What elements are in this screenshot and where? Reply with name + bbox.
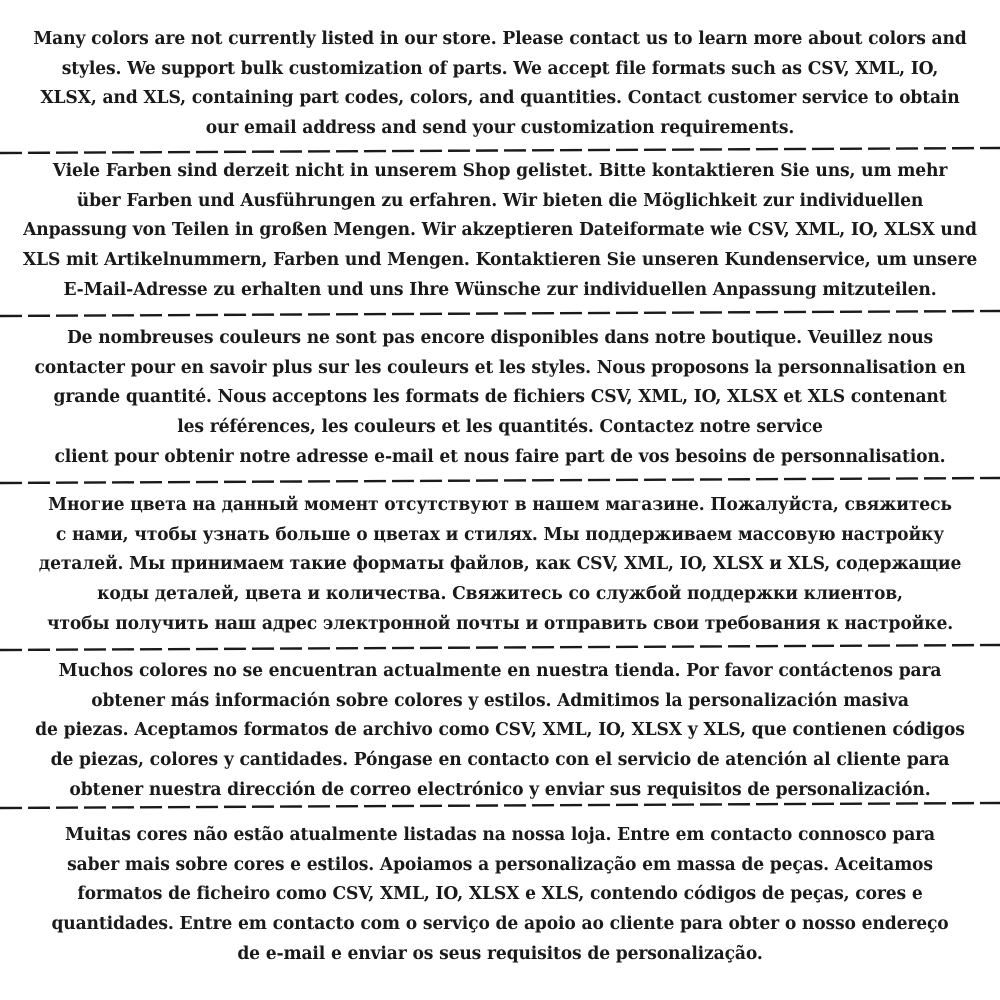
notice-line: formatos de ficheiro como CSV, XML, IO, XLSX e XLS, contendo códigos de peças, cores e <box>77 884 923 905</box>
notice-line: our email address and send your customization requirements. <box>205 118 795 139</box>
notice-line: деталей. Мы принимаем такие форматы файлов, как CSV, XML, IO, XLSX и XLS, содержащие <box>38 554 962 575</box>
notice-line: de piezas. Aceptamos formatos de archivo como CSV, XML, IO, XLSX y XLS, que contienen códigos <box>35 720 965 741</box>
notice-line: Muitas cores não estão atualmente listadas na nossa loja. Entre em contacto connosco para <box>64 825 936 845</box>
notice-german <box>0 157 1000 306</box>
notice-line: de e-mail e enviar os seus requisitos de personalização. <box>237 943 763 964</box>
notice-line: obtener más información sobre colores y estilos. Admitimos la personalización masiva <box>91 690 909 711</box>
notice-line: les références, les couleurs et les quantités. Contactez notre service <box>177 417 823 438</box>
notice-line: styles. We support bulk customization of parts. We accept file formats such as CSV, XML, IO, <box>61 58 939 79</box>
notice-line: De nombreuses couleurs ne sont pas encore disponibles dans notre boutique. Veuillez nous <box>66 328 934 348</box>
dashed-divider <box>0 475 1000 487</box>
notice-line: E-Mail-Adresse zu erhalten und uns Ihre Wünsche zur individuellen Anpassung mitzuteilen. <box>63 279 937 300</box>
notice-line: obtener nuestra dirección de correo electrónico y enviar sus requisitos de personalización. <box>69 779 931 800</box>
notice-french <box>0 324 1000 473</box>
notice-line: чтобы получить наш адрес электронной почты и отправить свои требования к настройке. <box>46 613 954 634</box>
notice-line: grande quantité. Nous acceptons les formats de fichiers CSV, XML, IO, XLSX et XLS contenant <box>53 387 947 408</box>
notice-spanish <box>0 657 1000 806</box>
dashed-divider <box>0 800 1000 812</box>
dashed-divider <box>0 145 1000 157</box>
notice-line: XLS mit Artikelnummern, Farben und Mengen. Kontaktieren Sie unseren Kundenservice, um unsere <box>22 250 978 271</box>
notice-line: über Farben und Ausführungen zu erfahren. Wir bieten die Möglichkeit zur individuellen <box>76 190 924 211</box>
notice-portuguese <box>0 821 1000 970</box>
notice-line: saber mais sobre cores e estilos. Apoiamos a personalização em massa de peças. Aceitamos <box>67 854 933 875</box>
notice-line: contacter pour en savoir plus sur les couleurs et les styles. Nous proposons la personnalisation en <box>34 357 966 378</box>
notice-line: Anpassung von Teilen in großen Mengen. Wir akzeptieren Dateiformate wie CSV, XML, IO, XLSX und <box>23 220 977 241</box>
notice-english <box>0 25 1000 144</box>
notice-line: client pour obtenir notre adresse e-mail et nous faire part de vos besoins de personnalisation. <box>54 446 946 467</box>
notice-russian <box>0 491 1000 640</box>
notice-line: de piezas, colores y cantidades. Póngase en contacto con el servicio de atención al cliente para <box>50 750 950 771</box>
dashed-divider <box>0 642 1000 654</box>
notice-line: коды деталей, цвета и количества. Свяжитесь со службой поддержки клиентов, <box>97 584 903 605</box>
notice-line: Muchos colores no se encuentran actualmente en nuestra tienda. Por favor contáctenos para <box>58 661 942 681</box>
notice-line: XLSX, and XLS, containing part codes, colors, and quantities. Contact customer service to obtain <box>40 88 960 109</box>
notice-line: Viele Farben sind derzeit nicht in unserem Shop gelistet. Bitte kontaktieren Sie uns, um mehr <box>52 161 948 181</box>
notice-line: quantidades. Entre em contacto com o serviço de apoio ao cliente para obter o nosso endereço <box>51 914 949 935</box>
notice-line: Многие цвета на данный момент отсутствуют в нашем магазине. Пожалуйста, свяжитесь <box>48 495 952 515</box>
notice-line: с нами, чтобы узнать больше о цветах и стилях. Мы поддерживаем массовую настройку <box>55 524 945 545</box>
notice-line: Many colors are not currently listed in our store. Please contact us to learn more about colors and <box>33 29 967 49</box>
dashed-divider <box>0 308 1000 320</box>
